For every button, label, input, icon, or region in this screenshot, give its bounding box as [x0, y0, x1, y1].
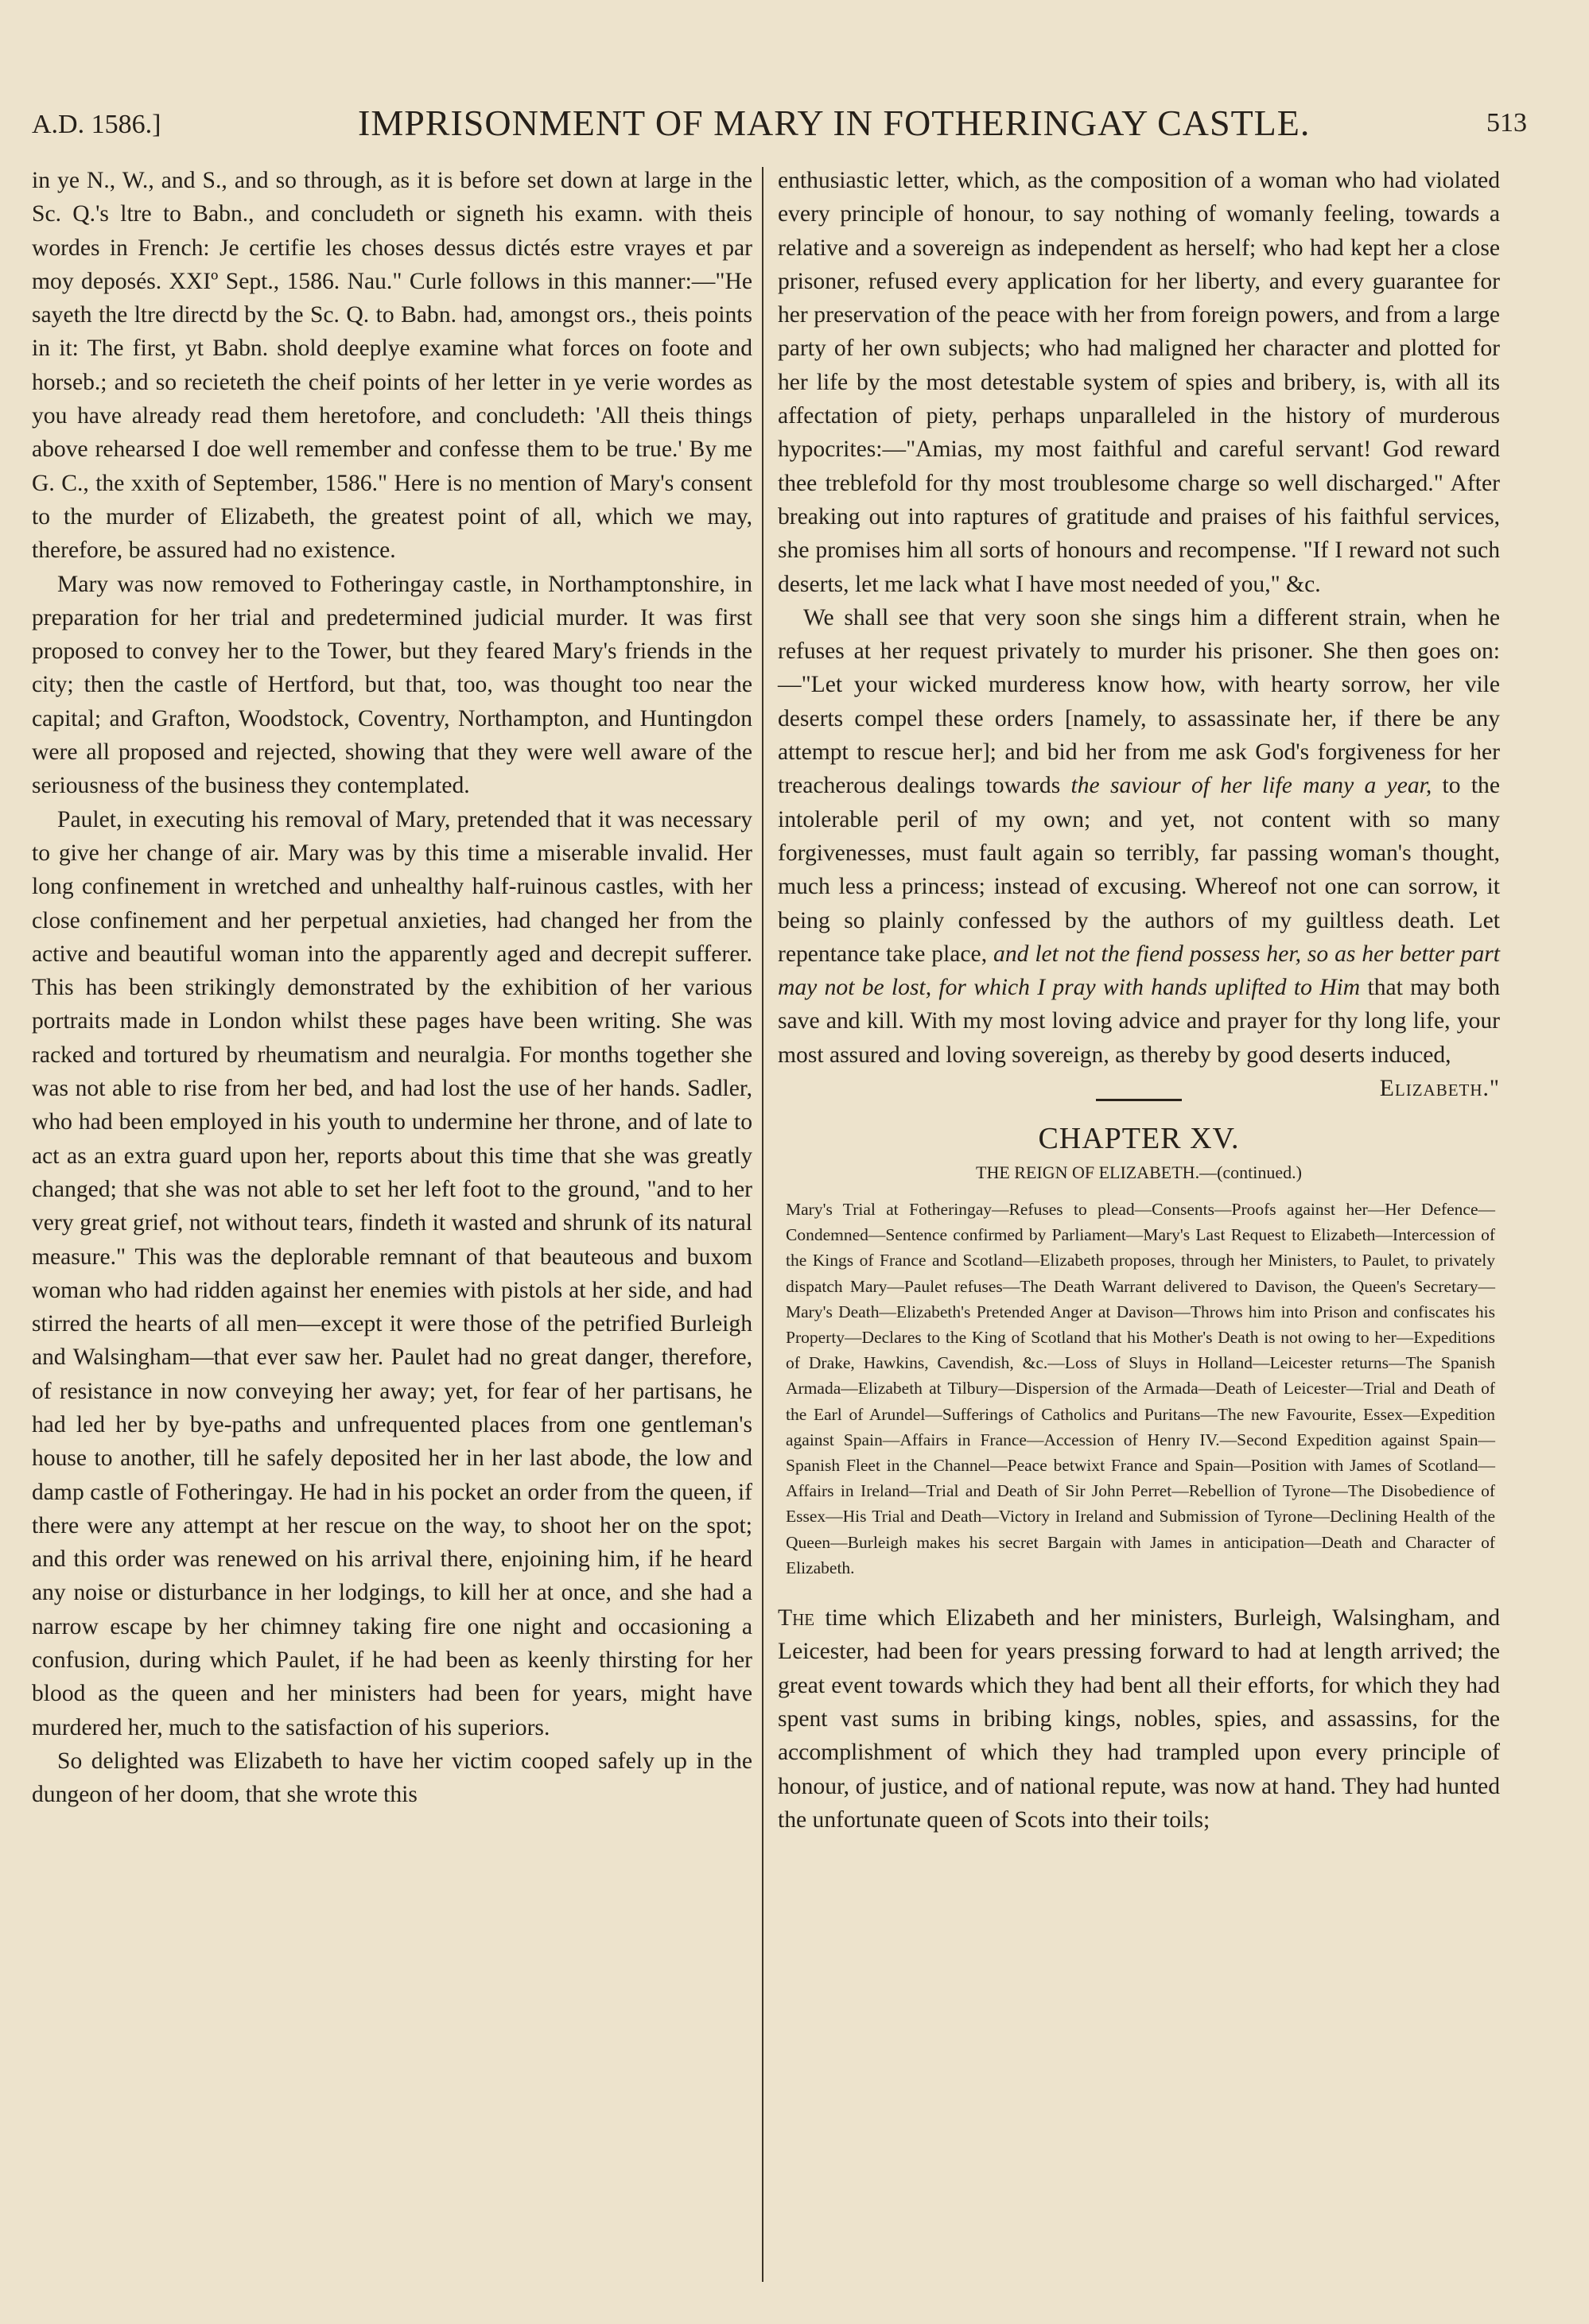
- paragraph: enthusiastic letter, which, as the composition of a woman who had violated every principle of honour, to say nothing of womanly feeling, towards a relative and a sovereign as independent as herself; who had kept her a close prisoner, refused every application for her liberty, and every guarantee for her preservation of the peace with her from foreign powers, and from a large party of her own subjects; who had maligned her character and plotted for her life by the most detestable system of spies and bribery, is, with all its affectation of piety, perhaps unparalleled in the history of murderous hypocrites:—"Amias, my most faithful and careful servant! God reward thee treblefold for thy most troublesome charge so well discharged." After breaking out into raptures of gratitude and praises of his faithful services, she promises him all sorts of honours and recompense. "If I reward not such deserts, let me lack what I have most needed of you," &c.: [778, 168, 1500, 597]
- text-run: We shall see that very soon she sings him a different strain, when he refuses at her request privately to murder his prisoner. She then goes on:—"Let your wicked murderess know how, with hearty sorrow, her vile deserts compel these orders [namely, to assassinate her, if there be any attempt to rescue her]; and bid her from me ask God's forgiveness for her treacherous dealings towards: [778, 604, 1500, 799]
- chapter-subtitle: THE REIGN OF ELIZABETH.—(continued.): [976, 1162, 1302, 1183]
- left-column: [32, 164, 752, 1812]
- signature: Elizabeth.": [1379, 1076, 1500, 1102]
- paragraph: So delighted was Elizabeth to have her victim cooped safely up in the dungeon of her doom, that she wrote this: [32, 1748, 752, 1808]
- paragraph: in ye N., W., and S., and so through, as it is before set down at large in the Sc. Q.'s ltre to Babn., and concludeth or signeth his examn. with theis wordes in French: Je certifie les choses dessus dictés estre vrayes et par moy deposés. XXIº Sept., 1586. Nau." Curle follows in this manner:—"He sayeth the ltre directd by the Sc. Q. to Babn. had, amongst ors., theis points in it: The first, yt Babn. shold deeplye examine what forces on foote and horseb.; and so recieteth the cheif points of her letter in ye verie wordes as you have already read them heretofore, and concludeth: 'All theis things above rehearsed I doe well remember and confesse them to be true.' By me G. C., the xxith of September, 1586." Here is no mention of Mary's consent to the murder of Elizabeth, the greatest point of all, which we may, therefore, be assured had no existence.: [32, 168, 752, 564]
- running-header: [32, 102, 1527, 149]
- column-divider: [762, 167, 763, 2282]
- text-run: to the intolerable peril of my own; and yet, not content with so many forgivenesses, must fault again so terribly, far passing woman's thought, much less a princess; instead of excusing. Whereof not one can sorrow, it being so plainly confessed by the authors of my guiltless death. Let repentance take place,: [778, 773, 1500, 967]
- paragraph: Mary was now removed to Fotheringay castle, in Northamptonshire, in preparation for her trial and predetermined judicial murder. It was first proposed to convey her to the Tower, but they feared Mary's friends in the city; then the castle of Hertford, but that, too, was thought too near the capital; and Grafton, Woodstock, Coventry, Northampton, and Huntingdon were all proposed and rejected, showing that they were well aware of the seriousness of the business they contemplated.: [32, 571, 752, 799]
- header-year: A.D. 1586.]: [32, 110, 161, 139]
- chapter-title: CHAPTER XV.: [1038, 1122, 1240, 1156]
- right-column: [778, 164, 1500, 1837]
- section-rule: [1096, 1099, 1182, 1101]
- letter-paragraph: [778, 601, 1501, 1102]
- text-run: time which Elizabeth and her ministers, Burleigh, Walsingham, and Leicester, had been for years pressing forward to had at length arrived; the great event towards which they had bent all their efforts, for which they had spent vast sums in bribing kings, nobles, spies, and assassins, for the accomplishment of which they had trampled upon every principle of honour, of justice, and of national repute, was now at hand. They had hunted the unfortunate queen of Scots into their toils;: [778, 1605, 1500, 1833]
- page-number: 513: [1486, 108, 1527, 138]
- lead-word: The: [778, 1605, 815, 1631]
- paragraph: Paulet, in executing his removal of Mary, pretended that it was necessary to give her change of air. Mary was by this time a miserable invalid. Her long confinement in wretched and unhealthy half-ruinous castles, with her close confinement and her perpetual anxieties, had changed her from the active and beautiful woman into the apparently aged and decrepit sufferer. This has been strikingly demonstrated by the exhibition of her various portraits made in London whilst these pages have been writing. She was racked and tortured by rheumatism and neuralgia. For months together she was not able to rise from her bed, and had lost the use of her hands. Sadler, who had been employed in his youth to undermine her throne, and of late to act as an extra guard upon her, reports about this time that she was greatly changed; that she was not able to set her left foot to the ground, "and to her very great grief, not without tears, findeth it wasted and shrunk of its natural measure." This was the deplorable remnant of that beauteous and buxom woman who had ridden against her enemies with pistols at her side, and had stirred the hearts of all men—except it were those of the petrified Burleigh and Walsingham—that ever saw her. Paulet had no great danger, therefore, of resistance in now conveying her away; yet, for fear of her partisans, he had led her by bye-paths and unfrequented places from one gentleman's house to another, till he safely deposited her in her last abode, the low and damp castle of Fotheringay. He had in his pocket an order from the queen, if there were any attempt at her rescue on the way, to shoot her on the spot; and this order was renewed on his arrival there, enjoining him, if he heard any noise or disturbance in her lodgings, to kill her at once, and she had a narrow escape by her chimney taking fire one night and occasioning a confusion, during which Paulet, if he had been as keenly thirsting for her blood as the queen and her ministers had been for years, might have murdered her, much to the satisfaction of his superiors.: [32, 806, 752, 1740]
- text-run: that may both save and kill. With my most loving advice and prayer for thy long life, your most assured and loving sovereign, as thereby by good deserts induced,: [778, 975, 1500, 1068]
- italic-run: and let not the fiend possess her, so as her better part may not be lost, for which I pray with hands uplifted to Him: [778, 941, 1501, 1001]
- paragraph: [778, 1601, 1500, 1837]
- header-title: IMPRISONMENT OF MARY IN FOTHERINGAY CASTLE.: [358, 103, 1311, 143]
- italic-run: the saviour of her life many a year,: [1070, 773, 1432, 799]
- chapter-summary: Mary's Trial at Fotheringay—Refuses to plead—Consents—Proofs against her—Her Defence—Condemned—Sentence confirmed by Parliament—Mary's Last Request to Elizabeth—Intercession of the Kings of France and Scotland—Elizabeth proposes, through her Ministers, to Paulet, to privately dispatch Mary—Paulet refuses—The Death Warrant delivered to Davison, the Queen's Secretary—Mary's Death—Elizabeth's Pretended Anger at Davison—Throws him into Prison and confiscates his Property—Declares to the King of Scotland that his Mother's Death is not owing to her—Expeditions of Drake, Hawkins, Cavendish, &c.—Loss of Sluys in Holland—Leicester returns—The Spanish Armada—Elizabeth at Tilbury—Dispersion of the Armada—Death of Leicester—Trial and Death of the Earl of Arundel—Sufferings of Catholics and Puritans—The new Favourite, Essex—Expedition against Spain—Affairs in France—Accession of Henry IV.—Second Expedition against Spain—Spanish Fleet in the Channel—Peace betwixt France and Spain—Position with James of Scotland—Affairs in Ireland—Trial and Death of Sir John Perret—Rebellion of Tyrone—The Disobedience of Essex—His Trial and Death—Victory in Ireland and Submission of Tyrone—Declining Health of the Queen—Burleigh makes his secret Bargain with James in anticipation—Death and Character of Elizabeth.: [786, 1200, 1495, 1577]
